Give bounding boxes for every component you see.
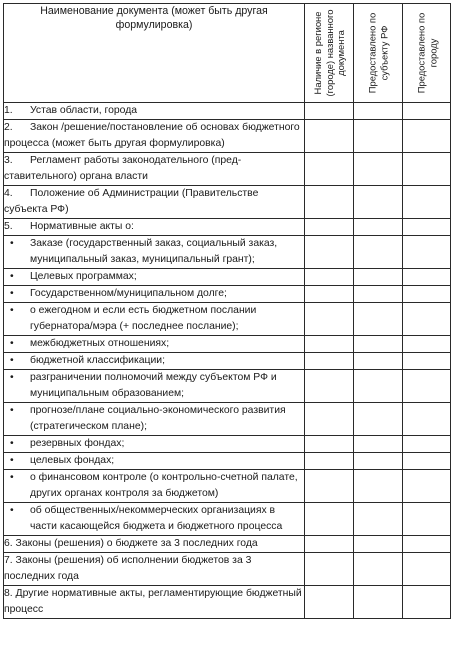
available-cell[interactable] (305, 403, 354, 436)
table-row (4, 153, 451, 186)
table-row (4, 436, 451, 453)
document-name-text: разграничении полномочий между субъектом РФ и муниципальным образованием; (30, 372, 277, 399)
document-name-cell (4, 186, 305, 219)
document-name-cell (4, 303, 305, 336)
provided-city-cell[interactable] (403, 336, 451, 353)
document-name-cell (4, 453, 305, 470)
document-name-cell (4, 153, 305, 186)
bullet-marker: • (10, 355, 14, 366)
provided-subject-cell[interactable] (354, 370, 403, 403)
bullet-marker: • (10, 271, 14, 282)
document-name-cell (4, 536, 305, 553)
document-name-text: об общественных/некоммерческих организациях в части касающейся бюджета и бюджетного процесса (30, 505, 283, 532)
provided-city-cell[interactable] (403, 236, 451, 269)
provided-city-cell[interactable] (403, 536, 451, 553)
document-name-cell (4, 286, 305, 303)
provided-city-cell[interactable] (403, 436, 451, 453)
header-row (4, 4, 451, 103)
document-name-text: бюджетной классификации; (30, 355, 165, 366)
document-name-text: 6. Законы (решения) о бюджете за 3 последних года (4, 538, 258, 549)
provided-city-cell[interactable] (403, 153, 451, 186)
table-row (4, 370, 451, 403)
bullet-marker: • (10, 405, 14, 416)
provided-subject-cell[interactable] (354, 336, 403, 353)
provided-subject-cell[interactable] (354, 453, 403, 470)
table-row (4, 336, 451, 353)
document-name-text: 3. Регламент работы законодательного (представительного) органа власти (4, 155, 242, 182)
available-cell[interactable] (305, 436, 354, 453)
header-available-in-region (305, 4, 354, 103)
document-name-text: 2. Закон /решение/постановление об основах бюджетного процесса (может быть другая формулировка) (4, 122, 303, 149)
document-name-cell (4, 370, 305, 403)
document-name-cell (4, 353, 305, 370)
provided-city-cell[interactable] (403, 503, 451, 536)
document-name-cell (4, 236, 305, 269)
table-row (4, 286, 451, 303)
bullet-marker: • (10, 455, 14, 466)
provided-subject-cell[interactable] (354, 436, 403, 453)
document-name-cell (4, 553, 305, 586)
document-name-cell (4, 120, 305, 153)
available-cell[interactable] (305, 503, 354, 536)
table-row (4, 236, 451, 269)
table-row (4, 103, 451, 120)
table-row (4, 403, 451, 436)
header-document-name: Наименование документа (может быть другая формулировка) (4, 4, 305, 103)
provided-subject-cell[interactable] (354, 153, 403, 186)
document-name-cell (4, 470, 305, 503)
provided-subject-cell[interactable] (354, 586, 403, 619)
header-provided-city-label: Предоставлено по городу (415, 12, 438, 94)
provided-subject-cell[interactable] (354, 103, 403, 120)
header-provided-subject-label: Предоставлено по субъекту РФ (366, 12, 389, 94)
provided-city-cell[interactable] (403, 303, 451, 336)
available-cell[interactable] (305, 103, 354, 120)
table-row (4, 186, 451, 219)
document-name-text: резервных фондах; (30, 438, 125, 449)
provided-city-cell[interactable] (403, 353, 451, 370)
bullet-marker: • (10, 505, 14, 516)
bullet-marker: • (10, 305, 14, 316)
bullet-marker: • (10, 372, 14, 383)
available-cell[interactable] (305, 286, 354, 303)
provided-city-cell[interactable] (403, 370, 451, 403)
header-available-label: Наличие в регионе (городе) названного документа (311, 9, 346, 97)
provided-city-cell[interactable] (403, 269, 451, 286)
available-cell[interactable] (305, 153, 354, 186)
document-name-text: Целевых программах; (30, 271, 137, 282)
table-row (4, 269, 451, 286)
table-row (4, 219, 451, 236)
provided-city-cell[interactable] (403, 453, 451, 470)
provided-subject-cell[interactable] (354, 403, 403, 436)
table-row (4, 303, 451, 336)
available-cell[interactable] (305, 453, 354, 470)
table-row (4, 503, 451, 536)
available-cell[interactable] (305, 303, 354, 336)
table-row (4, 586, 451, 619)
document-name-text: межбюджетных отношениях; (30, 338, 170, 349)
provided-subject-cell[interactable] (354, 286, 403, 303)
provided-city-cell[interactable] (403, 286, 451, 303)
available-cell[interactable] (305, 186, 354, 219)
table-row (4, 453, 451, 470)
provided-city-cell[interactable] (403, 470, 451, 503)
document-name-cell (4, 269, 305, 286)
provided-subject-cell[interactable] (354, 553, 403, 586)
provided-subject-cell[interactable] (354, 503, 403, 536)
table-row (4, 553, 451, 586)
provided-city-cell[interactable] (403, 586, 451, 619)
document-name-cell (4, 586, 305, 619)
provided-subject-cell[interactable] (354, 353, 403, 370)
available-cell[interactable] (305, 219, 354, 236)
available-cell[interactable] (305, 586, 354, 619)
bullet-marker: • (10, 238, 14, 249)
provided-subject-cell[interactable] (354, 303, 403, 336)
document-name-text: прогнозе/плане социально-экономического развития (стратегическом плане); (30, 405, 286, 432)
provided-subject-cell[interactable] (354, 120, 403, 153)
provided-city-cell[interactable] (403, 403, 451, 436)
available-cell[interactable] (305, 269, 354, 286)
provided-subject-cell[interactable] (354, 186, 403, 219)
provided-subject-cell[interactable] (354, 269, 403, 286)
provided-city-cell[interactable] (403, 219, 451, 236)
provided-subject-cell[interactable] (354, 236, 403, 269)
available-cell[interactable] (305, 336, 354, 353)
documents-table (3, 3, 451, 619)
document-name-text: 7. Законы (решения) об исполнении бюджетов за 3 последних года (4, 555, 255, 582)
document-name-cell (4, 219, 305, 236)
available-cell[interactable] (305, 536, 354, 553)
document-name-cell (4, 336, 305, 353)
bullet-marker: • (10, 288, 14, 299)
header-provided-subject (354, 4, 403, 103)
provided-city-cell[interactable] (403, 120, 451, 153)
document-name-cell (4, 503, 305, 536)
available-cell[interactable] (305, 470, 354, 503)
table-row (4, 470, 451, 503)
table-row (4, 120, 451, 153)
document-name-text: Государственном/муниципальном долге; (30, 288, 227, 299)
provided-city-cell[interactable] (403, 186, 451, 219)
table-row (4, 353, 451, 370)
header-provided-city (403, 4, 451, 103)
document-name-text: Заказе (государственный заказ, социальный заказ, муниципальный заказ, муниципальный грант); (30, 238, 278, 265)
provided-subject-cell[interactable] (354, 536, 403, 553)
available-cell[interactable] (305, 353, 354, 370)
bullet-marker: • (10, 438, 14, 449)
document-name-cell (4, 103, 305, 120)
bullet-marker: • (10, 338, 14, 349)
document-name-text: 5. Нормативные акты о: (4, 221, 134, 232)
document-name-cell (4, 436, 305, 453)
table-row (4, 536, 451, 553)
available-cell[interactable] (305, 236, 354, 269)
available-cell[interactable] (305, 370, 354, 403)
document-name-text: 8. Другие нормативные акты, регламентирующие бюджетный процесс (4, 588, 305, 615)
document-name-cell (4, 403, 305, 436)
document-name-text: о ежегодном и если есть бюджетном послании губернатора/мэра (+ последнее послание); (30, 305, 257, 332)
document-name-text: о финансовом контроле (о контрольно-счетной палате, других органах контроля за бюджетом) (30, 472, 298, 499)
document-name-text: целевых фондах; (30, 455, 115, 466)
available-cell[interactable] (305, 120, 354, 153)
provided-city-cell[interactable] (403, 553, 451, 586)
bullet-marker: • (10, 472, 14, 483)
provided-city-cell[interactable] (403, 103, 451, 120)
provided-subject-cell[interactable] (354, 470, 403, 503)
available-cell[interactable] (305, 553, 354, 586)
document-name-text: 4. Положение об Администрации (Правительстве субъекта РФ) (4, 188, 262, 215)
provided-subject-cell[interactable] (354, 219, 403, 236)
document-name-text: 1. Устав области, города (4, 105, 138, 116)
